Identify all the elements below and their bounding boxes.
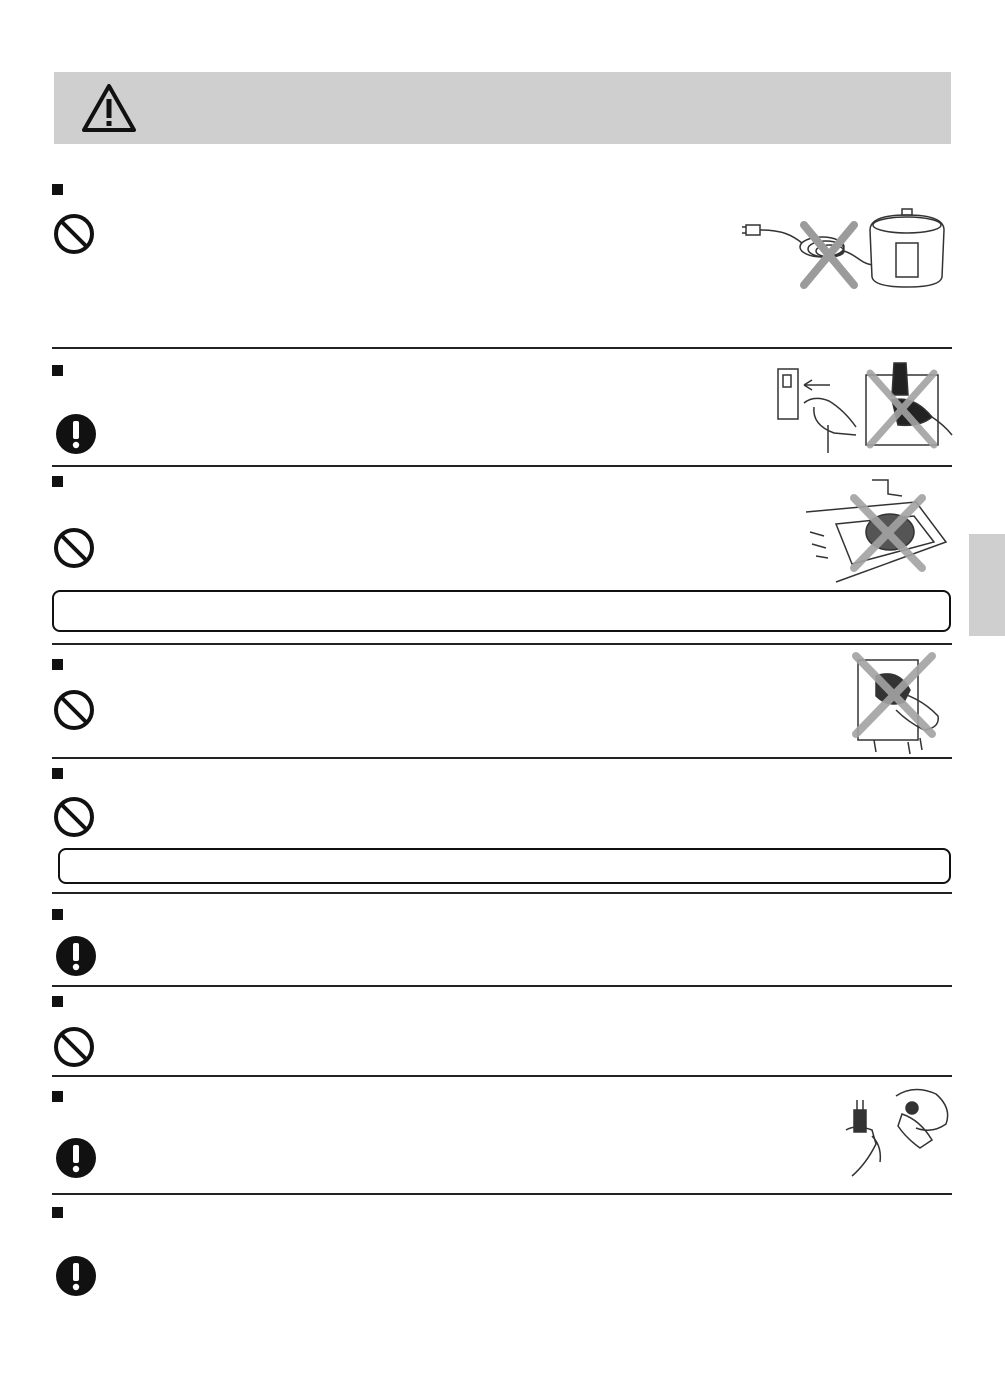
no-water-immersion-illustration (806, 472, 956, 584)
prohibition-icon (52, 1025, 96, 1069)
warning-banner (54, 72, 951, 144)
side-tab (969, 534, 1005, 636)
section-divider (52, 347, 952, 349)
section-bullet (52, 909, 63, 920)
section-bullet (52, 476, 63, 487)
section-bullet (52, 365, 63, 376)
bundled-cord-illustration (742, 205, 952, 295)
mandatory-action-icon (54, 1136, 98, 1180)
section-divider (52, 892, 952, 894)
wet-hands-illustration (848, 650, 948, 755)
prohibition-icon (52, 212, 96, 256)
section-bullet (52, 1207, 63, 1218)
section-divider (52, 1075, 952, 1077)
section-bullet (52, 1091, 63, 1102)
section-bullet (52, 996, 63, 1007)
note-box (52, 590, 951, 632)
section-bullet (52, 659, 63, 670)
section-divider (52, 757, 952, 759)
clean-plug-illustration (836, 1084, 954, 1182)
note-box (58, 848, 951, 884)
section-divider (52, 1193, 952, 1195)
mandatory-action-icon (54, 934, 98, 978)
section-bullet (52, 184, 63, 195)
section-bullet (52, 768, 63, 779)
section-divider (52, 465, 952, 467)
unplug-illustration (774, 355, 954, 460)
section-divider (52, 985, 952, 987)
mandatory-action-icon (54, 1254, 98, 1298)
prohibition-icon (52, 526, 96, 570)
warning-triangle-icon (80, 82, 138, 134)
prohibition-icon (52, 795, 96, 839)
prohibition-icon (52, 688, 96, 732)
mandatory-action-icon (54, 412, 98, 456)
section-divider (52, 643, 952, 645)
